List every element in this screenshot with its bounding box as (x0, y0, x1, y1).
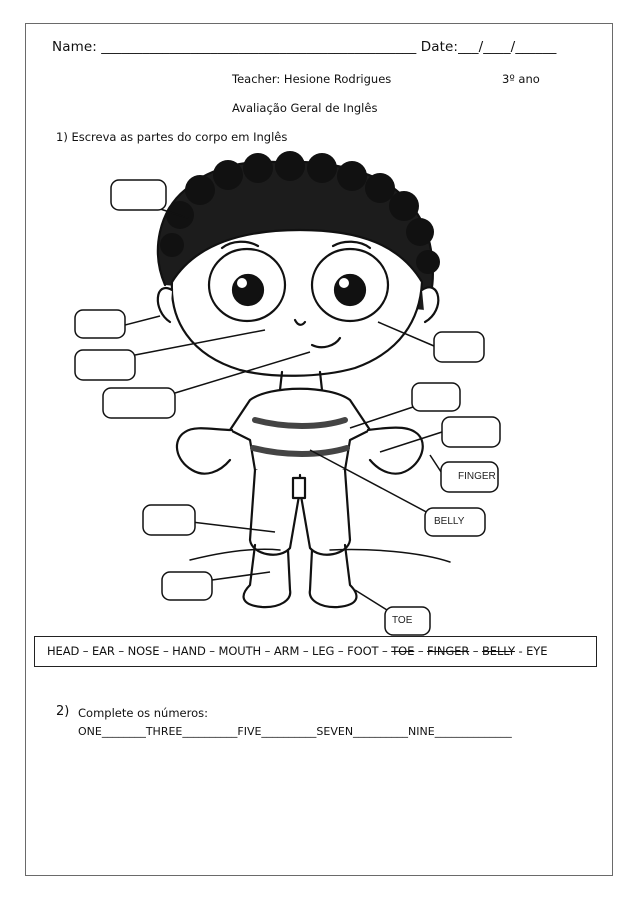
eye-label-box (75, 350, 135, 380)
grade-label: 3º ano (502, 72, 540, 86)
mouth-label-box (103, 388, 175, 418)
teacher-name: Teacher: Hesione Rodrigues (232, 72, 392, 86)
ear-label-box (75, 310, 125, 338)
question-1-text: 1) Escreva as partes do corpo em Inglês (56, 130, 288, 144)
word-bank-end: - EYE (514, 644, 548, 658)
word-bank-toe: TOE (391, 644, 415, 658)
nose-label-box (434, 332, 484, 362)
name-date-line: Name: ______________________________________________ Date:___/____/______ (52, 39, 557, 55)
foot-label-box (162, 572, 212, 600)
toe-label: TOE (392, 615, 413, 626)
hand-label-box (442, 417, 500, 447)
question-2-number: 2) (56, 704, 70, 719)
numbers-fill-line: ONE________THREE__________FIVE__________SEVEN__________NINE______________ (78, 725, 512, 738)
word-bank-sep: – (414, 644, 428, 658)
arm-label-box (412, 383, 460, 411)
word-bank-text (47, 644, 547, 658)
belly-label: BELLY (434, 516, 465, 527)
word-bank-box (34, 636, 597, 667)
question-2-text: Complete os números: (78, 706, 208, 720)
word-bank-sep: – (469, 644, 482, 658)
word-bank-belly: BELLY (481, 644, 515, 658)
finger-label: FINGER (458, 471, 496, 482)
word-bank-plain: HEAD – EAR – NOSE – HAND – MOUTH – ARM – LEG – FOOT – (47, 644, 392, 658)
word-bank-finger: FINGER (427, 644, 470, 658)
head-label-box (111, 180, 166, 210)
leg-label-box (143, 505, 195, 535)
worksheet-title: Avaliação Geral de Inglês (232, 101, 378, 115)
